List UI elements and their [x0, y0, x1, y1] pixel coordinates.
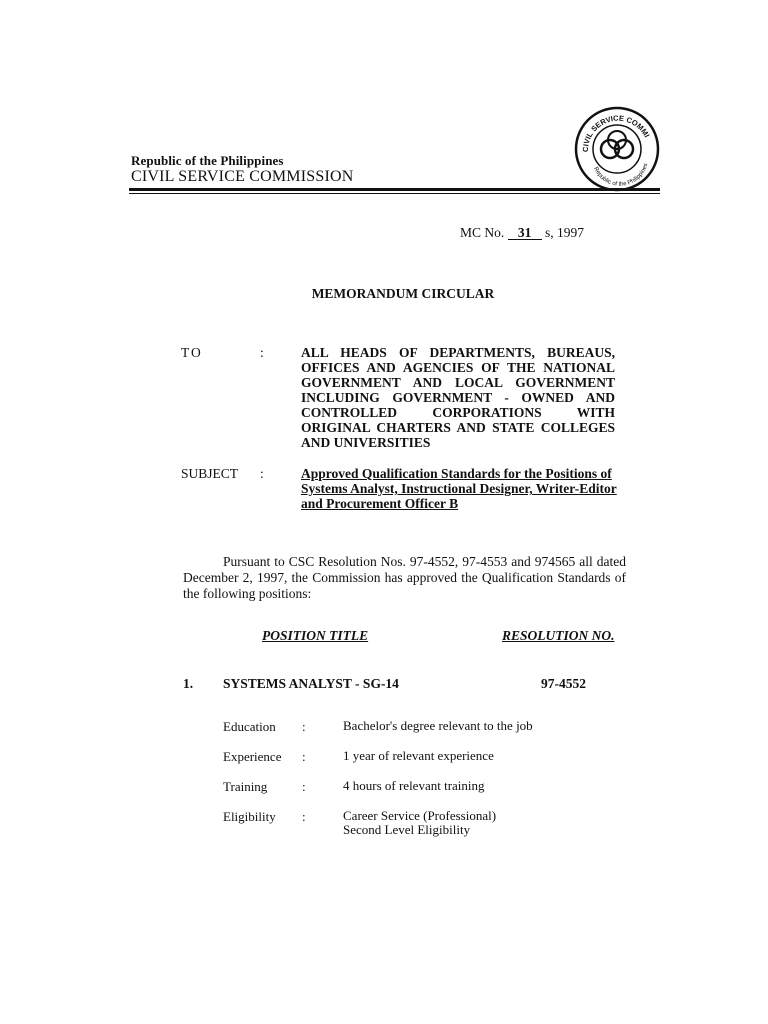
subject-text	[301, 466, 631, 511]
seal-text-bottom: Republic of the Philippines	[592, 162, 650, 188]
to-line: OFFICES AND AGENCIES OF THE NATIONAL	[301, 360, 615, 375]
memo-title: MEMORANDUM CIRCULAR	[311, 286, 495, 301]
qualification-value: 1 year of relevant experience	[343, 748, 494, 763]
csc-seal-logo	[574, 106, 660, 192]
qualification-value-line: Second Level Eligibility	[343, 822, 471, 837]
to-addressees	[301, 345, 615, 450]
position-title: SYSTEMS ANALYST - SG-14	[223, 676, 399, 691]
mc-number-line	[460, 225, 584, 241]
body-paragraph: Pursuant to CSC Resolution Nos. 97-4552, 97-4553 and 974565 all dated December 2, 1997, the Commission has approved the Qualification Standards of the following positions:	[183, 554, 626, 601]
to-line: ORIGINAL CHARTERS AND STATE COLLEGES	[301, 420, 615, 435]
to-line: CONTROLLED CORPORATIONS WITH	[301, 405, 615, 420]
position-number: 1.	[183, 676, 194, 691]
qualification-value	[343, 809, 496, 837]
qualification-label: Training	[223, 779, 268, 794]
to-line: ALL HEADS OF DEPARTMENTS, BUREAUS,	[301, 345, 615, 360]
agency-name: CIVIL SERVICE COMMISSION	[131, 168, 354, 185]
qualification-colon: :	[302, 779, 306, 794]
to-line: INCLUDING GOVERNMENT - OWNED AND	[301, 390, 615, 405]
subject-colon: :	[260, 466, 264, 481]
position-resolution: 97-4552	[541, 676, 586, 691]
subject-line: and Procurement Officer B	[301, 496, 459, 511]
svg-text:CIVIL SERVICE COMMISSION	[574, 106, 651, 152]
subject-line: Approved Qualification Standards for the Positions of	[301, 466, 612, 481]
qualification-colon: :	[302, 719, 306, 734]
qualification-colon: :	[302, 749, 306, 764]
qualification-label: Experience	[223, 749, 282, 764]
mc-number: 31	[508, 226, 542, 240]
qualification-value: Bachelor's degree relevant to the job	[343, 718, 533, 733]
to-colon: :	[260, 345, 264, 360]
subject-line: Systems Analyst, Instructional Designer, Writer-Editor	[301, 481, 617, 496]
republic-label: Republic of the Philippines	[131, 153, 284, 168]
to-line: AND UNIVERSITIES	[301, 435, 431, 450]
header-rule-thin	[129, 193, 660, 194]
qualification-label: Eligibility	[223, 809, 276, 824]
seal-text-top: CIVIL SERVICE COMMI	[580, 113, 652, 153]
mc-prefix: MC No.	[460, 225, 505, 240]
to-line: GOVERNMENT AND LOCAL GOVERNMENT	[301, 375, 615, 390]
mc-suffix: s, 1997	[545, 225, 585, 240]
qualification-label: Education	[223, 719, 276, 734]
position-title-header: POSITION TITLE	[262, 628, 369, 643]
qualification-value-line: Career Service (Professional)	[343, 808, 497, 823]
to-label: TO	[181, 345, 203, 360]
qualification-colon: :	[302, 809, 306, 824]
resolution-no-header: RESOLUTION NO.	[502, 628, 615, 643]
subject-label: SUBJECT	[181, 466, 239, 481]
qualification-value: 4 hours of relevant training	[343, 778, 485, 793]
